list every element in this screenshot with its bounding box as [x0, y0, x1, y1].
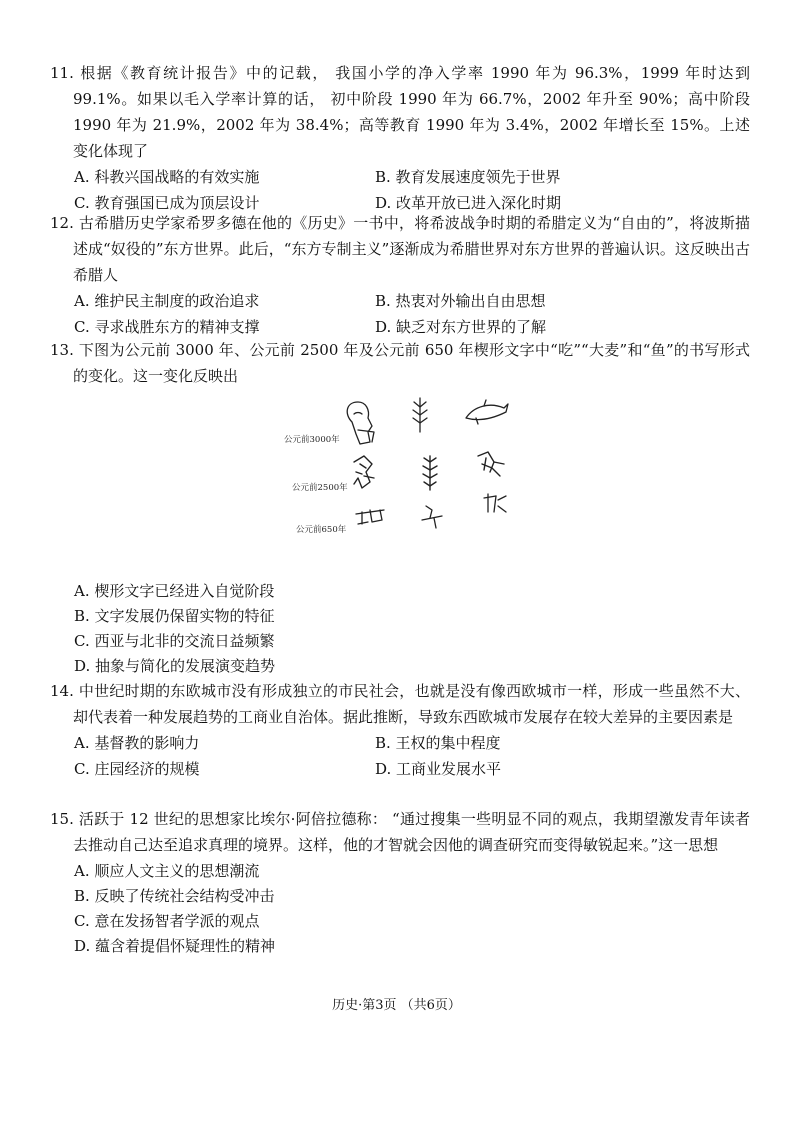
question-13-options — [50, 578, 750, 678]
question-11 — [50, 60, 750, 216]
option-d: D. 缺乏对东方世界的了解 — [375, 318, 547, 336]
glyph-fish-3000bc — [466, 400, 508, 424]
option-b: B. 反映了传统社会结构受冲击 — [74, 887, 275, 905]
page-footer: 历史·第3页 （共6页） — [332, 998, 461, 1013]
option-d: D. 工商业发展水平 — [375, 760, 502, 778]
figure-label-3000bc: 公元前3000年 — [284, 435, 340, 445]
glyph-fish-2500bc — [478, 452, 504, 476]
options — [50, 164, 750, 216]
figure-label-650bc: 公元前650年 — [296, 525, 347, 535]
option-a: A. 维护民主制度的政治追求 — [74, 292, 260, 310]
question-stem: 12. 古希腊历史学家希罗多德在他的《历史》一书中，将希波战争时期的希腊定义为“自由的”，将波斯描述成“奴役的”东方世界。此后，“东方专制主义”逐渐成为希腊世界对东方世界的普遍认识。这反映出古希腊人 — [50, 214, 750, 284]
option-c: C. 西亚与北非的交流日益频繁 — [74, 632, 275, 650]
question-12 — [50, 210, 750, 340]
question-stem: 15. 活跃于 12 世纪的思想家比埃尔·阿倍拉德称： “通过搜集一些明显不同的观点，我期望激发青年读者去推动自己达至追求真理的境界。这样，他的才智就会因他的调查研究而变得敏锐起来。”这一思想 — [50, 810, 750, 854]
option-a: A. 顺应人文主义的思想潮流 — [74, 862, 260, 880]
option-b: B. 热衷对外输出自由思想 — [375, 292, 546, 310]
question-stem: 14. 中世纪时期的东欧城市没有形成独立的市民社会，也就是没有像西欧城市一样，形成一些虽然不大、却代表着一种发展趋势的工商业自治体。据此推断，导致东西欧城市发展存在较大差异的主要因素是 — [50, 682, 750, 726]
question-stem: 13. 下图为公元前 3000 年、公元前 2500 年及公元前 650 年楔形文字中“吃”“大麦”和“鱼”的书写形式的变化。这一变化反映出 — [50, 341, 750, 385]
question-14 — [50, 678, 750, 782]
glyph-eat-650bc — [356, 510, 384, 524]
option-c: C. 教育强国已成为顶层设计 — [74, 194, 260, 212]
option-a: A. 基督教的影响力 — [74, 734, 200, 752]
option-b: B. 文字发展仍保留实物的特征 — [74, 607, 275, 625]
cuneiform-figure — [280, 392, 520, 550]
glyph-barley-2500bc — [423, 456, 437, 490]
question-15 — [50, 806, 750, 958]
question-stem: 11. 根据《教育统计报告》中的记载， 我国小学的净入学率 1990 年为 96.3%，1999 年时达到 99.1%。如果以毛入学率计算的话， 初中阶段 1990 年为 66.7%，2002 年升至 90%；高中阶段 1990 年为 21.9%，2002 年为 38.4%；高等教育 1990 年为 3.4%，2002 年增长至 15%。上述变化体现了 — [50, 64, 750, 160]
option-b: B. 王权的集中程度 — [375, 734, 501, 752]
option-d: D. 蕴含着提倡怀疑理性的精神 — [74, 937, 276, 955]
glyph-barley-3000bc — [413, 398, 427, 432]
figure-label-2500bc: 公元前2500年 — [292, 483, 348, 493]
option-d: D. 抽象与简化的发展演变趋势 — [74, 657, 276, 675]
options — [50, 858, 750, 958]
options — [50, 730, 750, 782]
option-d: D. 改革开放已进入深化时期 — [375, 194, 562, 212]
glyph-eat-2500bc — [354, 456, 374, 488]
option-a: A. 楔形文字已经进入自觉阶段 — [74, 582, 275, 600]
glyph-eat-3000bc — [347, 402, 374, 444]
glyph-barley-650bc — [422, 506, 442, 528]
option-c: C. 寻求战胜东方的精神支撑 — [74, 318, 260, 336]
option-b: B. 教育发展速度领先于世界 — [375, 168, 561, 186]
options — [50, 288, 750, 340]
glyph-fish-650bc — [484, 494, 506, 512]
option-a: A. 科教兴国战略的有效实施 — [74, 168, 260, 186]
option-c: C. 庄园经济的规模 — [74, 760, 200, 778]
option-c: C. 意在发扬智者学派的观点 — [74, 912, 260, 930]
question-13 — [50, 337, 750, 389]
